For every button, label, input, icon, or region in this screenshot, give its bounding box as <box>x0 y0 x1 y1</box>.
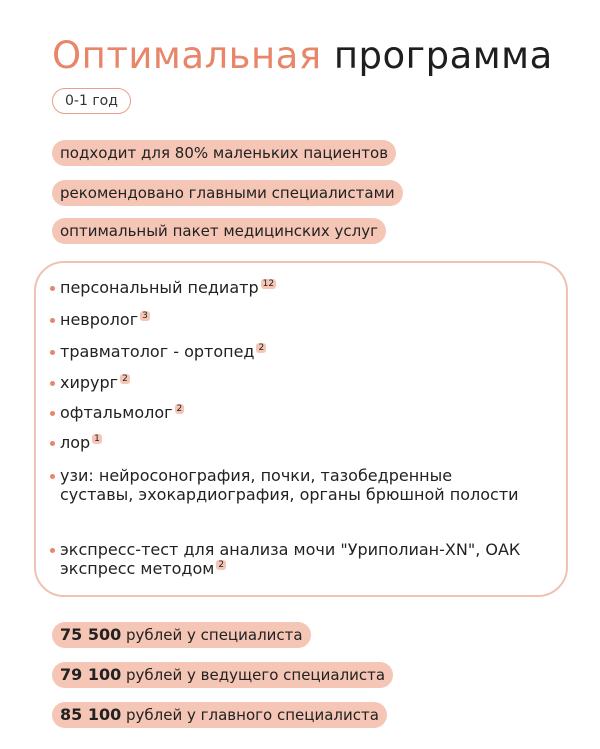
price-label: рублей у специалиста <box>126 626 303 644</box>
service-item <box>60 433 530 452</box>
service-item <box>60 373 530 392</box>
service-name: хирург <box>60 373 119 392</box>
service-item <box>60 278 530 297</box>
service-count: 3 <box>142 311 148 321</box>
service-count: 1 <box>94 434 100 444</box>
price-lead-specialist <box>52 662 393 688</box>
service-count: 2 <box>258 343 265 353</box>
service-count: 2 <box>218 560 225 570</box>
price-amount: 85 100 <box>60 705 122 724</box>
price-chief-specialist <box>52 702 387 728</box>
bullet-dot-icon <box>50 286 55 291</box>
price-amount: 75 500 <box>60 625 122 644</box>
service-name: офтальмолог <box>60 403 173 422</box>
service-count: 2 <box>176 404 183 414</box>
bullet-dot-icon <box>50 381 55 386</box>
tag-package: оптимальный пакет медицинских услуг <box>52 218 386 244</box>
service-item <box>60 403 530 422</box>
service-item <box>60 310 530 329</box>
service-count: 2 <box>122 374 128 384</box>
bullet-dot-icon <box>50 441 55 446</box>
service-name: экспресс-тест для анализа мочи "Уриполиан-XN", ОАК экспресс методом <box>60 540 521 578</box>
page-title <box>52 32 553 80</box>
service-item <box>60 466 530 504</box>
price-label: рублей у главного специалиста <box>126 706 379 724</box>
bullet-dot-icon <box>50 548 55 553</box>
price-label: рублей у ведущего специалиста <box>126 666 386 684</box>
service-name: невролог <box>60 310 139 329</box>
price-amount: 79 100 <box>60 665 122 684</box>
bullet-dot-icon <box>50 318 55 323</box>
bullet-dot-icon <box>50 411 55 416</box>
service-count: 12 <box>262 279 275 289</box>
page-title-accent: Оптимальная <box>52 34 322 77</box>
service-name: травматолог - ортопед <box>60 342 255 361</box>
service-item <box>60 342 530 361</box>
tag-suitability: подходит для 80% маленьких пациентов <box>52 140 396 166</box>
tag-recommended: рекомендовано главными специалистами <box>52 180 403 206</box>
service-name: узи: нейросонография, почки, тазобедренные суставы, эхокардиография, органы брюшной полости <box>60 466 519 504</box>
bullet-dot-icon <box>50 474 55 479</box>
service-name: лор <box>60 433 91 452</box>
service-name: персональный педиатр <box>60 278 259 297</box>
age-badge: 0-1 год <box>52 88 131 114</box>
service-item <box>60 540 530 578</box>
price-specialist <box>52 622 311 648</box>
page-title-rest: программа <box>333 34 553 77</box>
bullet-dot-icon <box>50 350 55 355</box>
